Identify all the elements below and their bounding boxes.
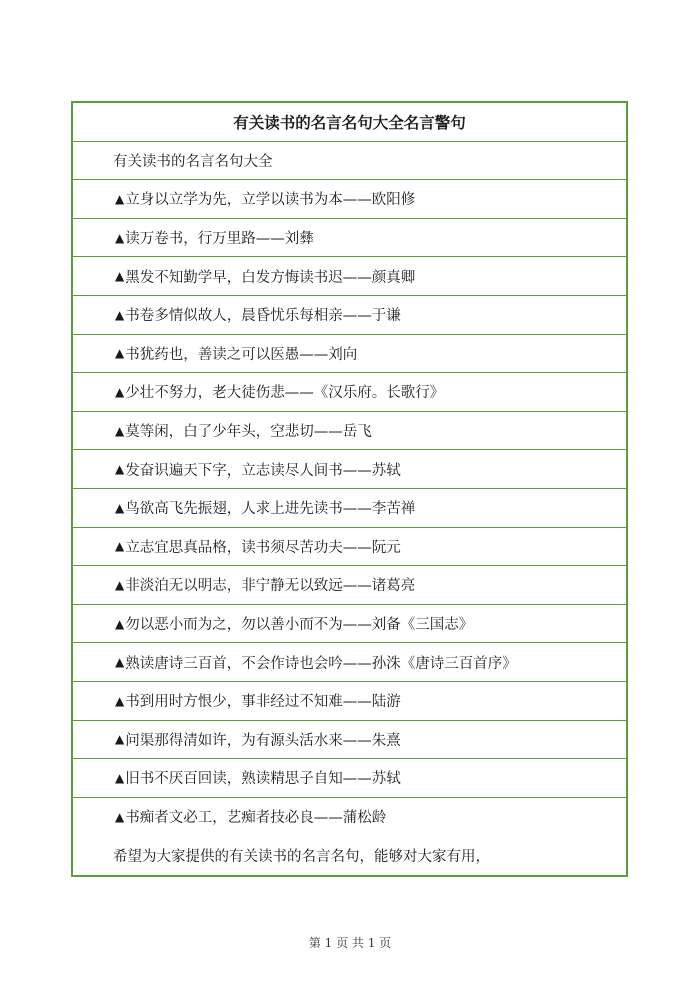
quote-row [73,450,626,489]
quote-row [73,682,626,721]
quote-row [73,528,626,567]
triangle-marker-icon: ▲ [115,539,125,554]
triangle-marker-icon: ▲ [115,616,125,631]
triangle-marker-icon: ▲ [115,191,125,206]
quote-text: 书犹药也，善读之可以医愚——刘向 [125,346,358,363]
quote-text: 黑发不知勤学早，白发方悔读书迟——颜真卿 [125,269,416,286]
closing-line: 希望为大家提供的有关读书的名言名句，能够对大家有用， [113,849,490,866]
quote-row [73,721,626,760]
quote-text: 立身以立学为先，立学以读书为本——欧阳修 [125,192,416,209]
triangle-marker-icon: ▲ [115,770,125,785]
quote-list [73,180,626,836]
quote-row [73,335,626,374]
triangle-marker-icon: ▲ [115,732,125,747]
triangle-marker-icon: ▲ [115,307,125,322]
quote-row [73,489,626,528]
quote-row [73,412,626,451]
quote-text: 书痴者文必工，艺痴者技必良——蒲松龄 [125,810,387,827]
quotes-table [71,101,628,877]
triangle-marker-icon: ▲ [115,693,125,708]
quote-text: 鸟欲高飞先振翅，人求上进先读书——李苦禅 [125,501,416,518]
intro-line: 有关读书的名言名句大全 [73,142,626,181]
triangle-marker-icon: ▲ [115,809,125,824]
quote-text: 莫等闲，白了少年头，空悲切——岳飞 [125,424,372,441]
quote-text: 非淡泊无以明志，非宁静无以致远——诸葛亮 [125,578,416,595]
quote-row [73,643,626,682]
quote-row [73,219,626,258]
triangle-marker-icon: ▲ [115,655,125,670]
quote-text: 书卷多情似故人，晨昏忧乐每相亲——于谦 [125,308,401,325]
quote-text: 旧书不厌百回读，熟读精思子自知——苏轼 [125,771,401,788]
quote-text: 读万卷书，行万里路——刘彝 [125,231,314,248]
quote-text: 勿以恶小而为之，勿以善小而不为——刘备《三国志》 [125,617,474,634]
quote-text: 少壮不努力，老大徒伤悲——《汉乐府。长歌行》 [125,385,445,402]
quote-row [73,605,626,644]
quote-row [73,180,626,219]
triangle-marker-icon: ▲ [115,423,125,438]
quote-row [73,257,626,296]
triangle-marker-icon: ▲ [115,384,125,399]
triangle-marker-icon: ▲ [115,269,125,284]
quote-row [73,373,626,412]
quote-row [73,759,626,798]
quote-row [73,296,626,335]
page-footer: 第 1 页 共 1 页 [308,936,392,950]
quote-text: 发奋识遍天下字，立志读尽人间书——苏轼 [125,462,401,479]
triangle-marker-icon: ▲ [115,346,125,361]
quote-row [73,798,626,837]
triangle-marker-icon: ▲ [115,462,125,477]
document-title: 有关读书的名言名句大全名言警句 [73,103,626,142]
triangle-marker-icon: ▲ [115,230,125,245]
quote-row [73,566,626,605]
quote-text: 立志宜思真品格，读书须尽苦功夫——阮元 [125,539,401,556]
quote-text: 书到用时方恨少，事非经过不知难——陆游 [125,694,401,711]
triangle-marker-icon: ▲ [115,500,125,515]
quote-text: 问渠那得清如许，为有源头活水来——朱熹 [125,732,401,749]
triangle-marker-icon: ▲ [115,577,125,592]
quote-text: 熟读唐诗三百首，不会作诗也会吟——孙洙《唐诗三百首序》 [125,655,517,672]
